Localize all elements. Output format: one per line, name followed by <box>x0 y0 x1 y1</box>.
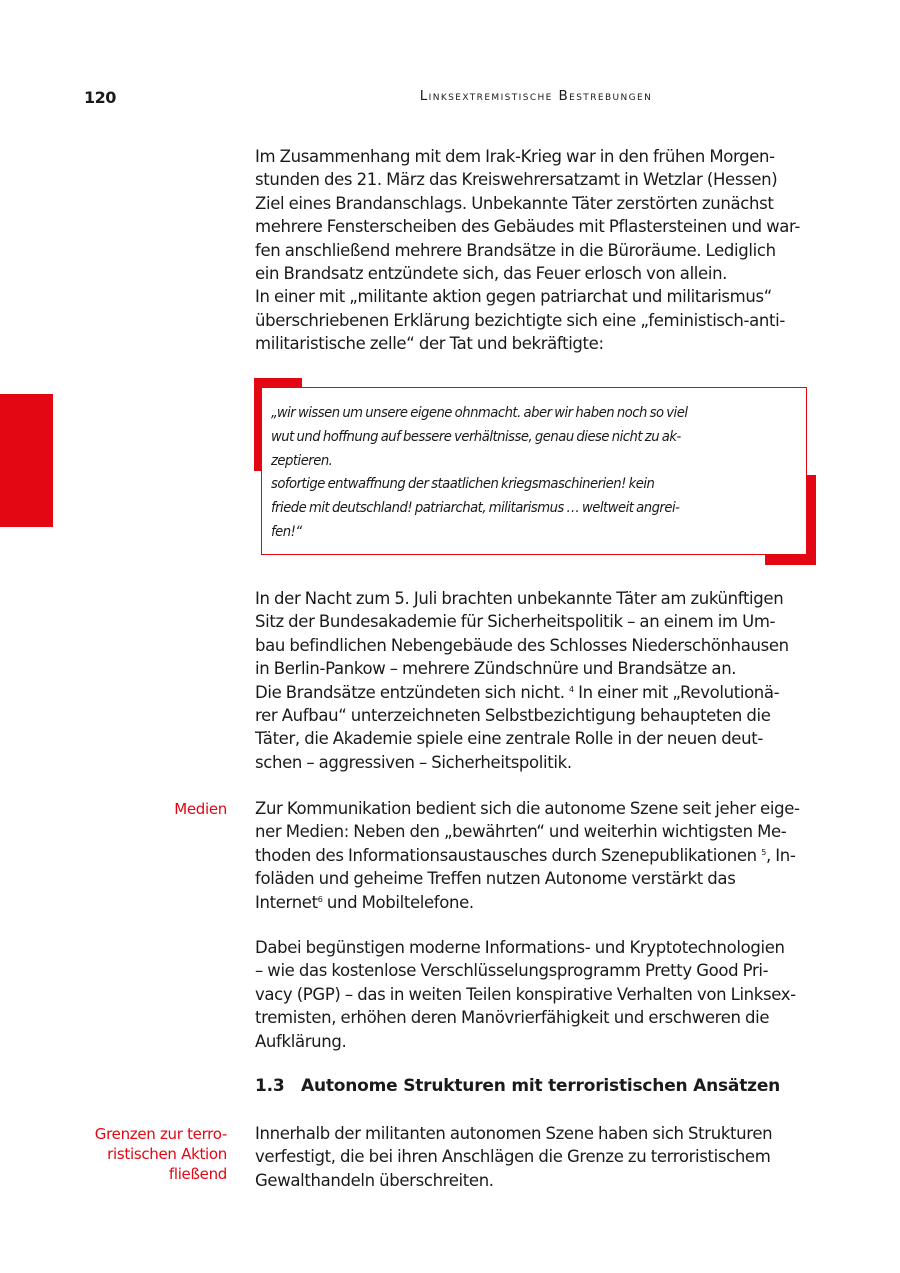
page-number: 120 <box>84 88 116 107</box>
running-header: Linksextremistische Bestrebungen <box>419 88 653 104</box>
text-line: überschriebenen Erklärung bezichtigte sich eine „feministisch-anti- <box>255 310 785 330</box>
text-line: bau befindlichen Nebengebäude des Schlosses Niederschönhausen <box>255 635 789 655</box>
text-line: Innerhalb der militanten autonomen Szene haben sich Strukturen <box>255 1124 773 1143</box>
text-fragment: , In- <box>765 845 796 865</box>
quote-line: sofortige entwaffnung der staatlichen kriegsmaschinerien! kein <box>271 476 655 493</box>
text-line: mehrere Fensterscheiben des Gebäudes mit Pflastersteinen und war- <box>255 217 800 237</box>
text-line: rer Aufbau“ unterzeichneten Selbstbezichtigung behaupteten die <box>255 706 771 726</box>
section-title: Autonome Strukturen mit terroristischen Ansätzen <box>301 1076 781 1096</box>
text-line: ein Brandsatz entzündete sich, das Feuer erlosch von allein. <box>255 264 728 284</box>
text-line: In der Nacht zum 5. Juli brachten unbekannte Täter am zukünftigen <box>255 589 784 608</box>
section-heading <box>255 1076 780 1096</box>
chapter-tab-marker <box>0 394 53 527</box>
paragraph-kryptotechnologien <box>255 936 815 1053</box>
text-fragment: und Mobiltelefone. <box>322 892 474 912</box>
text-fragment: Die Brandsätze entzündeten sich nicht. <box>255 682 570 702</box>
footnote-ref-4[interactable]: 4 <box>569 684 574 694</box>
text-line: Sitz der Bundesakademie für Sicherheitspolitik – an einem im Um- <box>255 612 776 632</box>
text-line <box>255 891 815 914</box>
quote-line: „wir wissen um unsere eigene ohnmacht. aber wir haben noch so viel <box>271 405 688 421</box>
quote-line: friede mit deutschland! patriarchat, militarismus … weltweit angrei- <box>271 500 680 517</box>
text-line: tremisten, erhöhen deren Manövrierfähigkeit und erschweren die <box>255 1008 770 1028</box>
footnote-ref-6[interactable]: 6 <box>317 894 323 904</box>
text-line <box>255 844 815 867</box>
text-line: Dabei begünstigen moderne Informations- und Kryptotechnologien <box>255 938 785 957</box>
text-line: Gewalthandeln überschreiten. <box>255 1170 494 1190</box>
text-line: in Berlin-Pankow – mehrere Zündschnüre und Brandsätze an. <box>255 659 737 679</box>
quote-box <box>261 387 807 555</box>
text-line: Ziel eines Brandanschlags. Unbekannte Täter zerstörten zunächst <box>255 193 774 213</box>
margin-note-line: ristischen Aktion <box>107 1145 227 1163</box>
quote-line: zeptieren. <box>271 452 333 469</box>
quote-text <box>271 402 801 545</box>
text-line: foläden und geheime Treffen nutzen Autonome verstärkt das <box>255 869 736 889</box>
text-line: schen – aggressiven – Sicherheitspolitik. <box>255 752 572 772</box>
paragraph-medien <box>255 797 815 914</box>
text-line: stunden des 21. März das Kreiswehrersatzamt in Wetzlar (Hessen) <box>255 170 778 190</box>
quote-line: fen!“ <box>271 523 302 540</box>
text-line: vacy (PGP) – das in weiten Teilen konspirative Verhalten von Linksex- <box>255 984 796 1004</box>
text-line: Im Zusammenhang mit dem Irak-Krieg war in den frühen Morgen- <box>255 147 775 166</box>
text-fragment: Internet <box>255 892 318 912</box>
paragraph-bundesakademie <box>255 587 815 774</box>
text-line: – wie das kostenlose Verschlüsselungsprogramm Pretty Good Pri- <box>255 961 769 981</box>
section-number: 1.3 <box>255 1076 285 1096</box>
margin-note-line: fließend <box>168 1165 227 1183</box>
text-fragment: In einer mit „Revolutionä- <box>573 682 780 702</box>
text-line <box>255 681 815 704</box>
text-line: verfestigt, die bei ihren Anschlägen die Grenze zu terroristischem <box>255 1147 771 1167</box>
margin-note-medien: Medien <box>174 800 227 818</box>
text-line: In einer mit „militante aktion gegen patriarchat und militarismus“ <box>255 287 772 307</box>
paragraph-strukturen <box>255 1122 815 1192</box>
text-fragment: thoden des Informationsaustausches durch Szenepublikationen <box>255 845 762 865</box>
text-line: fen anschließend mehrere Brandsätze in die Büroräume. Lediglich <box>255 240 776 260</box>
text-line: Täter, die Akademie spiele eine zentrale Rolle in der neuen deut- <box>255 729 763 749</box>
footnote-ref-5[interactable]: 5 <box>761 847 766 857</box>
margin-note-line: Grenzen zur terro- <box>94 1125 227 1143</box>
text-line: militaristische zelle“ der Tat und bekräftigte: <box>255 334 604 354</box>
margin-note-grenzen <box>95 1124 227 1184</box>
text-line: ner Medien: Neben den „bewährten“ und weiterhin wichtigsten Me- <box>255 822 787 842</box>
quote-line: wut und hoffnung auf bessere verhältnisse, genau diese nicht zu ak- <box>271 428 681 445</box>
text-line: Aufklärung. <box>255 1031 347 1051</box>
text-line: Zur Kommunikation bedient sich die autonome Szene seit jeher eige- <box>255 799 800 818</box>
paragraph-irak-krieg <box>255 145 815 356</box>
